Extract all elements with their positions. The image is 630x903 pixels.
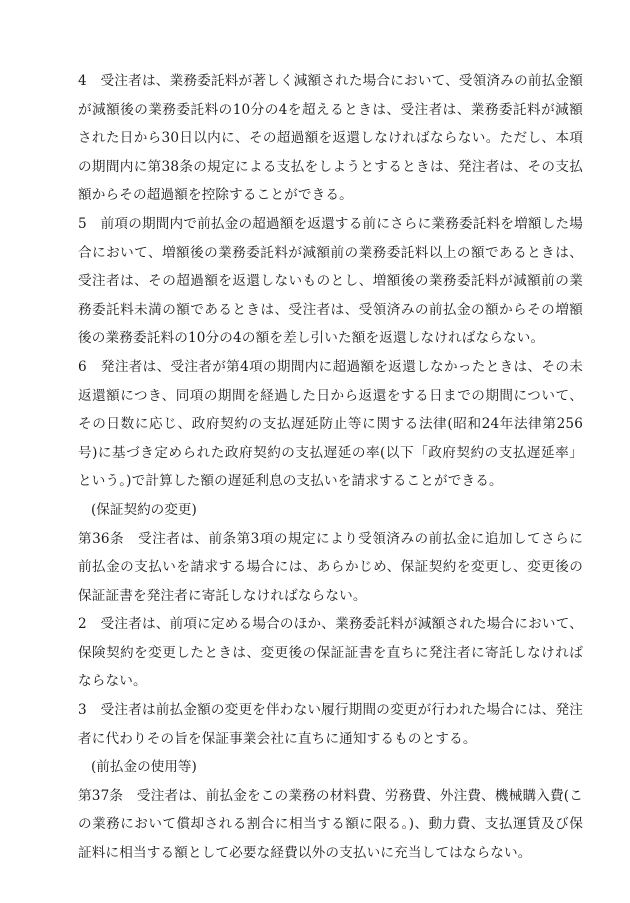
paragraph-art35-4: 4 受注者は、業務委託料が著しく減額された場合において、受領済みの前払金額が減額後の業務委託料の10分の4を超えるときは、受注者は、業務委託料が減額された日から30日以内に、その超過額を返還しなければならない。ただし、本項の期間内に第38条の規定による支払をしようとするときは、発注者は、その支払額からその超過額を控除することができる。 (78, 73, 583, 204)
heading-guarantee-contract-change: (保証契約の変更) (91, 501, 197, 518)
document-page (78, 67, 583, 868)
paragraph-art37-1: 第37条 受注者は、前払金をこの業務の材料費、労務費、外注費、機械購入費(この業務において償却される割合に相当する額に限る。)、動力費、支払運賃及び保証料に相当する額として必要な経費以外の支払いに充当してはならない。 (78, 787, 583, 862)
heading-advance-payment-use: (前払金の使用等) (91, 759, 197, 776)
paragraph-art35-5: 5 前項の期間内で前払金の超過額を返還する前にさらに業務委託料を増額した場合において、増額後の業務委託料が減額前の業務委託料以上の額であるときは、受注者は、その超過額を返還しないものとし、増額後の業務委託料が減額前の業務委託料未満の額であるときは、受注者は、受領済みの前払金の額からその増額後の業務委託料の10分の4の額を差し引いた額を返還しなければならない。 (78, 215, 583, 347)
paragraph-art36-3: 3 受注者は前払金額の変更を伴わない履行期間の変更が行われた場合には、発注者に代わりその旨を保証事業会社に直ちに通知するものとする。 (78, 702, 583, 747)
paragraph-art35-6: 6 発注者は、受注者が第4項の期間内に超過額を返還しなかったときは、その未返還額につき、同項の期間を経過した日から返還をする日までの期間について、その日数に応じ、政府契約の支払遅延防止等に関する法律(昭和24年法律第256号)に基づき定められた政府契約の支払遅延の率(以下「政府契約の支払遅延率」という。)で計算した額の遅延利息の支払いを請求することができる。 (78, 358, 583, 490)
paragraph-art36-1: 第36条 受注者は、前条第3項の規定により受領済みの前払金に追加してさらに前払金の支払いを請求する場合には、あらかじめ、保証契約を変更し、変更後の保証証書を発注者に寄託しなければならない。 (78, 530, 583, 604)
paragraph-art36-2: 2 受注者は、前項に定める場合のほか、業務委託料が減額された場合において、保険契約を変更したときは、変更後の保証証書を直ちに発注者に寄託しなければならない。 (78, 616, 583, 690)
